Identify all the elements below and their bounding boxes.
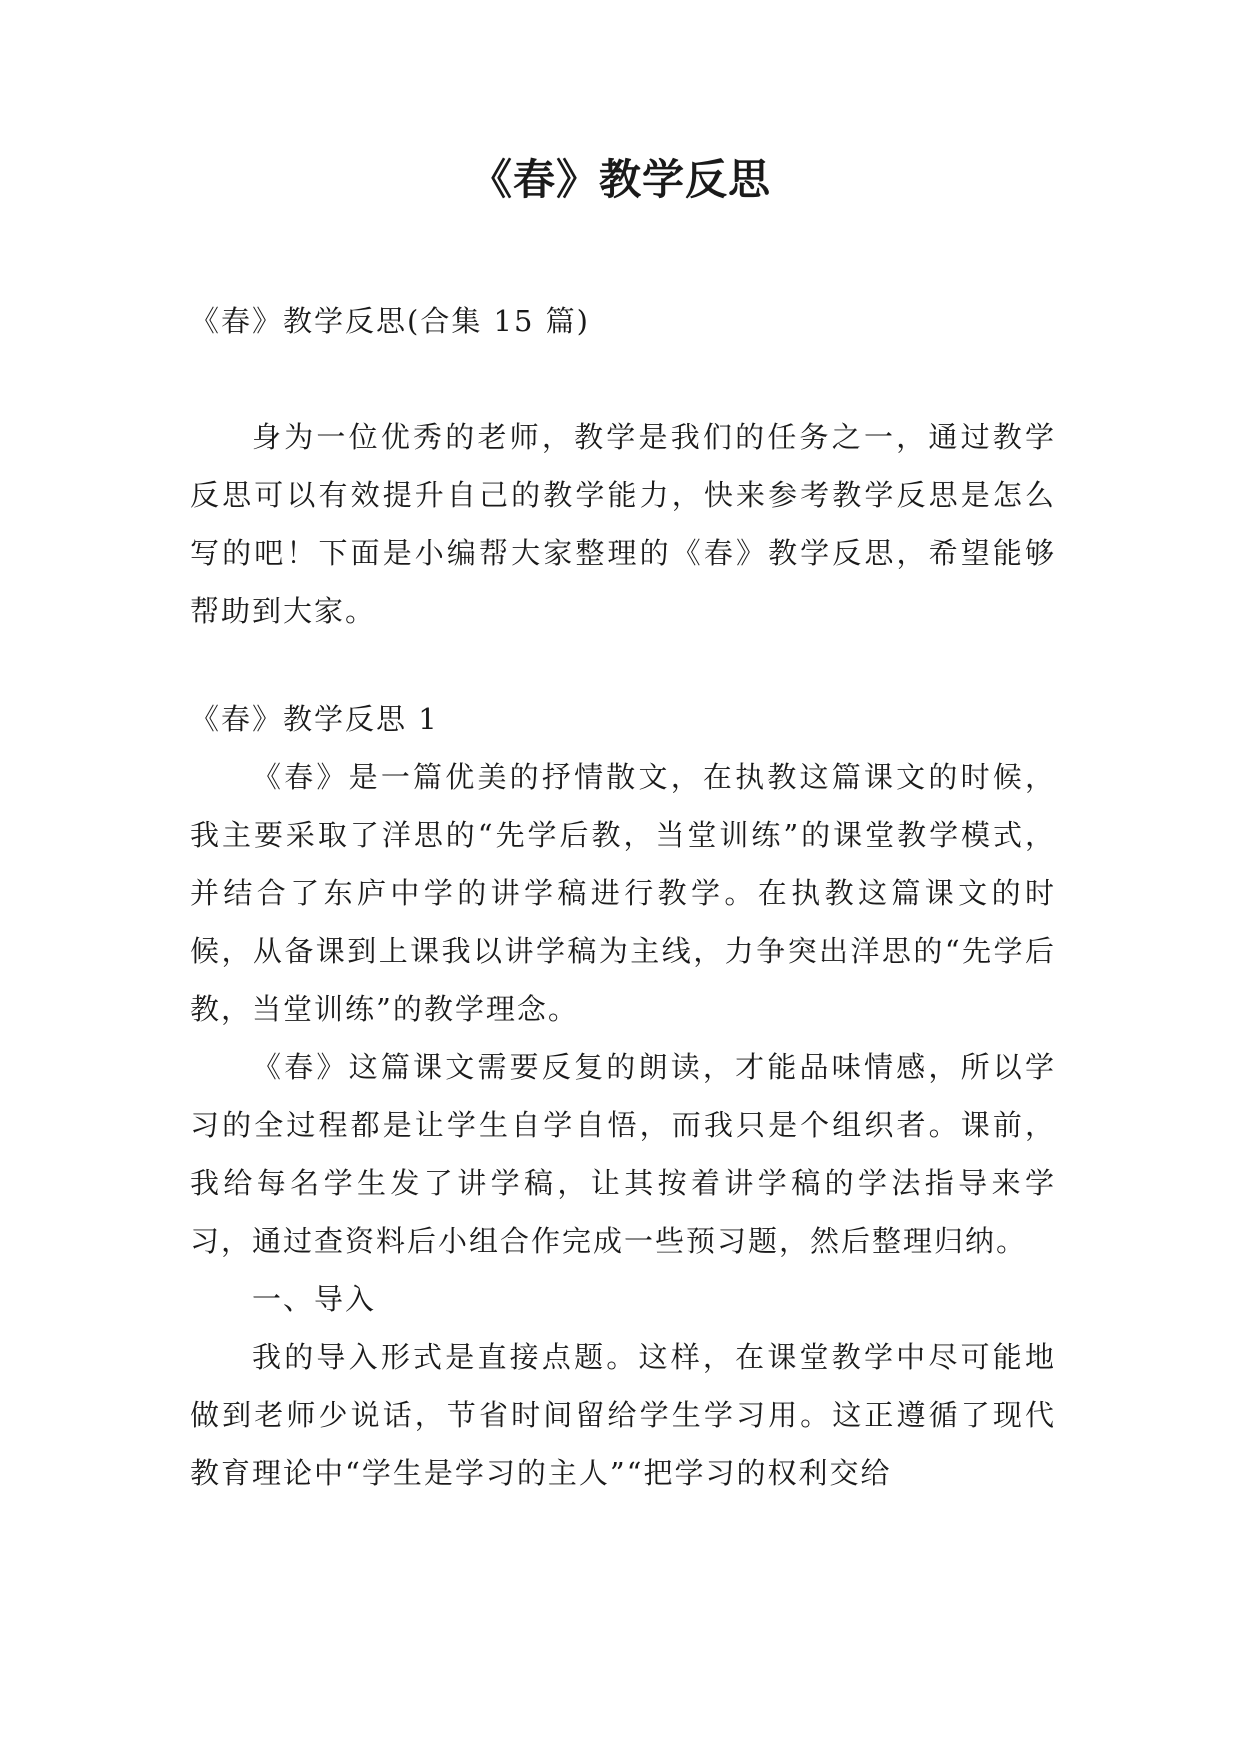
document-subtitle: 《春》教学反思(合集 15 篇) [190, 304, 590, 338]
document-body [190, 292, 1056, 1502]
body-paragraph-3: 我的导入形式是直接点题。这样，在课堂教学中尽可能地做到老师少说话，节省时间留给学生学习用。这正遵循了现代教育理论中“学生是学习的主人”“把学习的权利交给 [190, 1340, 1056, 1490]
document-title: 《春》教学反思 [469, 155, 771, 204]
intro-paragraph: 身为一位优秀的老师，教学是我们的任务之一，通过教学反思可以有效提升自己的教学能力，快来参考教学反思是怎么写的吧！下面是小编帮大家整理的《春》教学反思，希望能够帮助到大家。 [190, 420, 1056, 628]
subsection-heading-intro: 一、导入 [252, 1282, 377, 1316]
body-paragraph-2: 《春》这篇课文需要反复的朗读，才能品味情感，所以学习的全过程都是让学生自学自悟，而我只是个组织者。课前，我给每名学生发了讲学稿，让其按着讲学稿的学法指导来学习，通过查资料后小组合作完成一些预习题，然后整理归纳。 [190, 1050, 1056, 1258]
body-paragraph-1: 《春》是一篇优美的抒情散文，在执教这篇课文的时候，我主要采取了洋思的“先学后教，当堂训练”的课堂教学模式，并结合了东庐中学的讲学稿进行教学。在执教这篇课文的时候，从备课到上课我以讲学稿为主线，力争突出洋思的“先学后教，当堂训练”的教学理念。 [190, 760, 1056, 1026]
section-heading: 《春》教学反思 1 [190, 702, 439, 736]
